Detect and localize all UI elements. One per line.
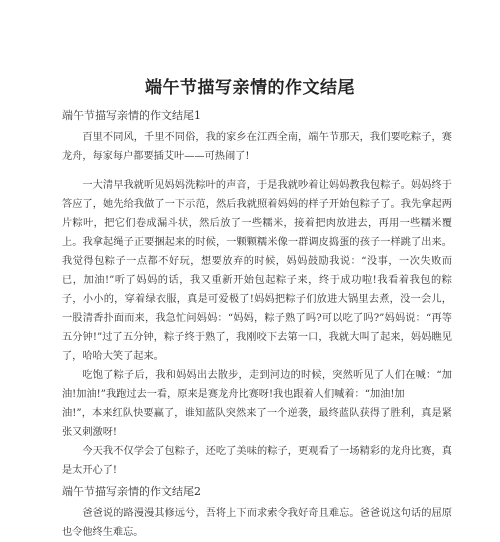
- paragraph-1-5: 今天我不仅学会了包粽子，还吃了美味的粽子，更观看了一场精彩的龙舟比赛，真是太开心了!: [62, 446, 452, 476]
- paragraph-1-2: 一大清早我就听见妈妈洗粽叶的声音，于是我就吵着让妈妈教我包粽子。妈妈终于答应了，她先给我做了一下示范，然后我就照着妈妈的样子开始包粽子了。我先拿起两片粽叶，把它们卷成漏斗状，然后放了一些糯米，接着把肉放进去，再用一些糯米覆上。我拿起绳子正要捆起来的时候，一颗颗糯米像一群调皮捣蛋的孩子一样跳了出来。我觉得包粽子一点都不好玩，想要放弃的时候，妈妈鼓励我说：“没事，一次失败而已，加油!”听了妈妈的话，我又重新开始包起粽子来，终于成功啦!我看着我包的粽子，小小的，穿着绿衣服，真是可爱极了!妈妈把粽子们放进大锅里去煮，没一会儿，一股清香扑面而来，我急忙问妈妈：“妈妈，粽子熟了吗?可以吃了吗?”妈妈说：“再等五分钟!”过了五分钟，粽子终于熟了，我刚咬下去第一口，我就大叫了起来，妈妈瞧见了，哈哈大笑了起来。: [62, 180, 452, 362]
- section-heading-1: 端午节描写亲情的作文结尾1: [62, 109, 201, 122]
- document-title: 端午节描写亲情的作文结尾: [145, 78, 355, 98]
- paragraph-1-4: 油!”，本来红队快要赢了，谁知蓝队突然来了一个逆袭，最终蓝队获得了胜利，真是紧张又刺激呀!: [62, 408, 452, 438]
- paragraph-1-1: 百里不同风，千里不同俗，我的家乡在江西全南，端午节那天，我们要吃粽子，赛龙舟，每家每户都要插艾叶——可热闹了!: [62, 132, 452, 162]
- section-heading-2: 端午节描写亲情的作文结尾2: [62, 485, 201, 498]
- paragraph-1-3: 吃饱了粽子后，我和妈妈出去散步，走到河边的时候，突然听见了人们在喊：“加油!加油!”我跑过去一看，原来是赛龙舟比赛呀!我也跟着人们喊着：“加油!加: [62, 370, 452, 400]
- paragraph-2-1: 爸爸说的路漫漫其修远兮，吾将上下而求索令我好奇且难忘。爸爸说这句话的屈原也令他终生难忘。: [62, 508, 452, 538]
